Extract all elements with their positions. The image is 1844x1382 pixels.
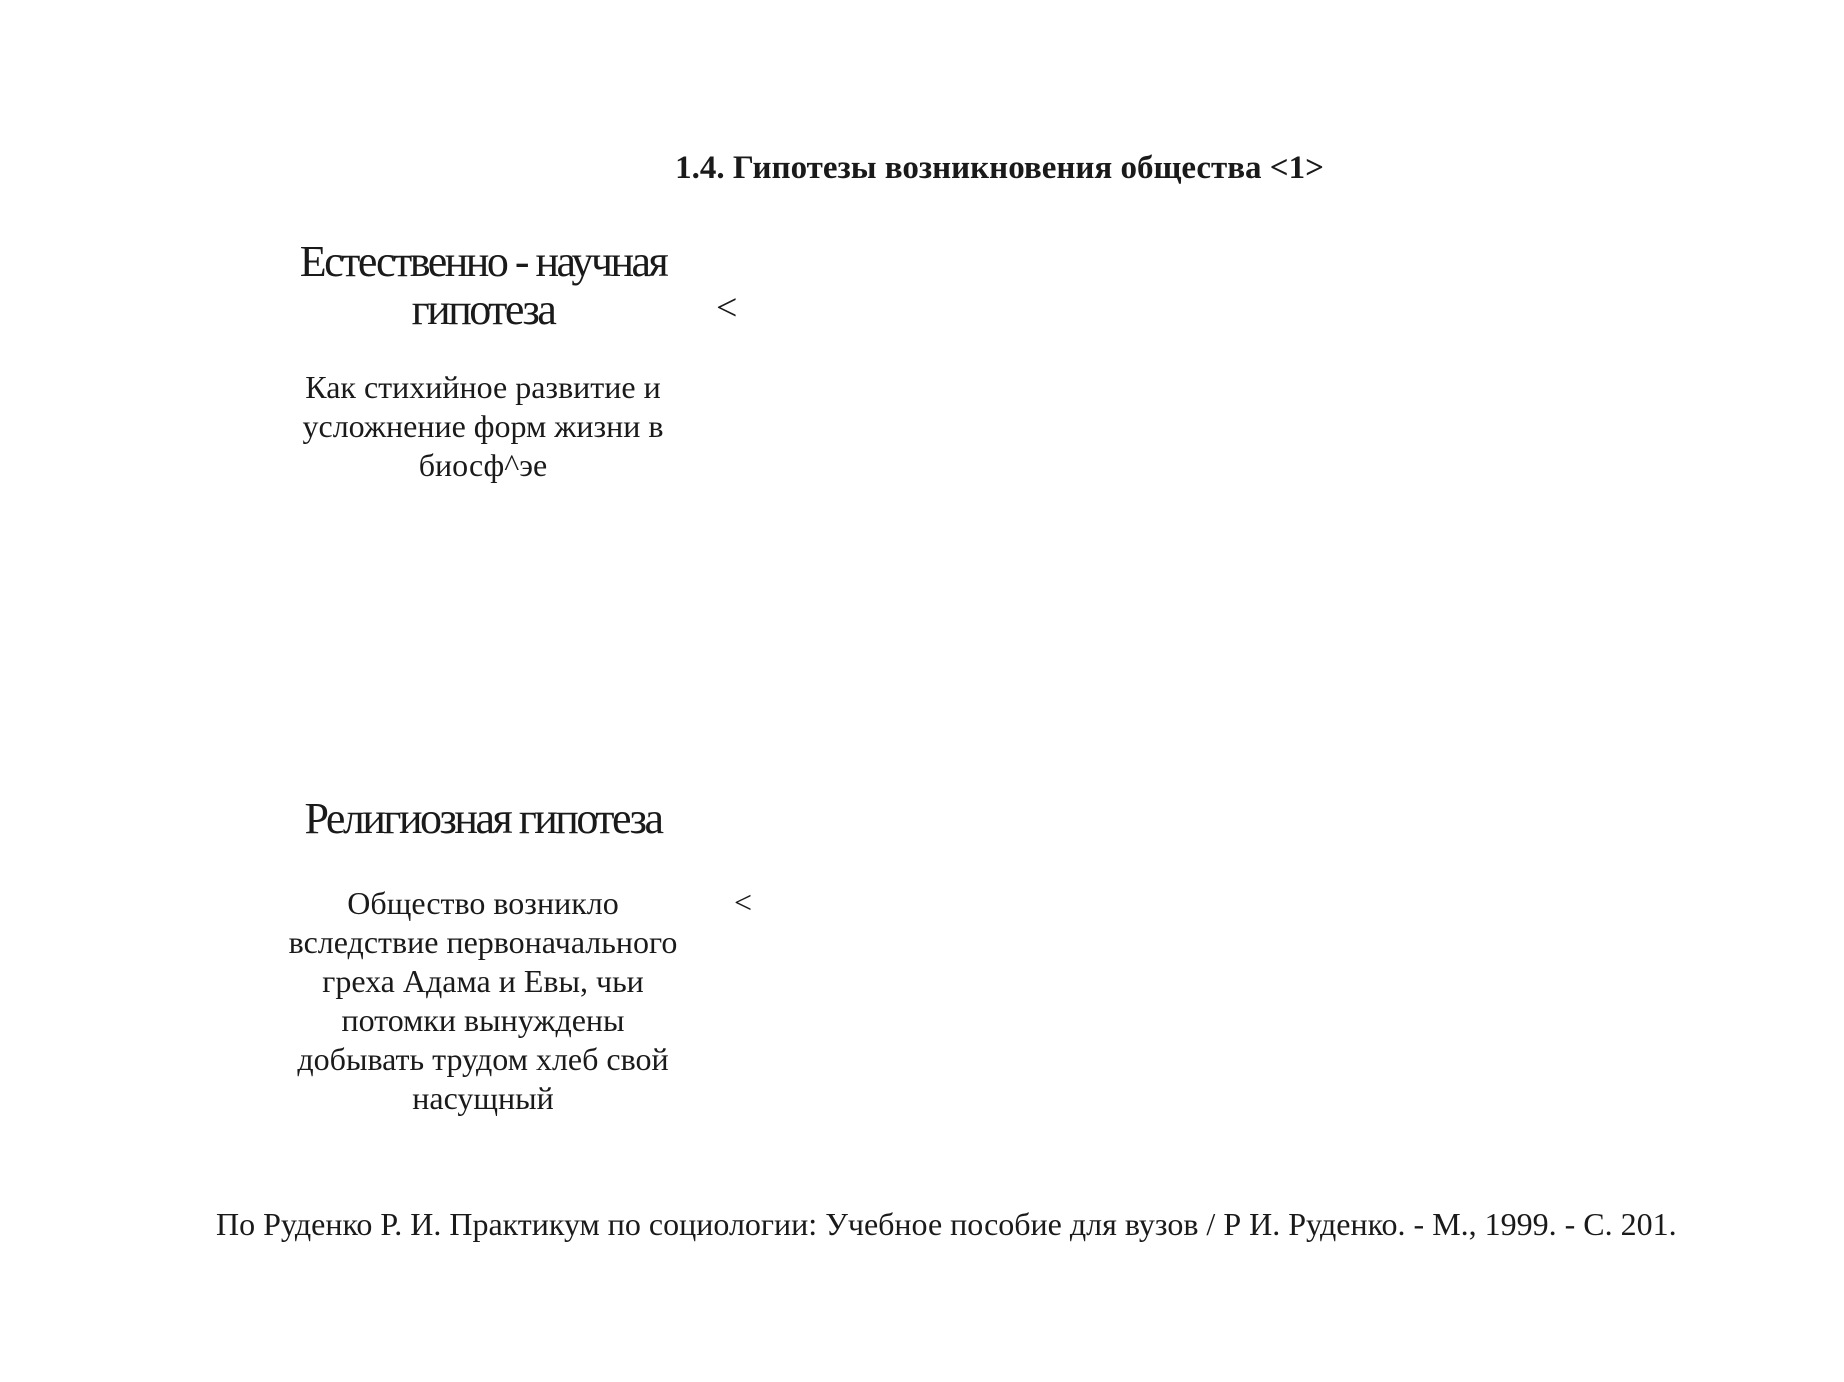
hypothesis-religious-heading bbox=[283, 795, 683, 843]
description-line: добывать трудом хлеб свой bbox=[297, 1041, 669, 1077]
description-line: биосф^эе bbox=[418, 447, 548, 483]
hypothesis-natural-heading-line: гипотеза bbox=[411, 285, 555, 334]
hypothesis-natural-marker: < bbox=[716, 287, 738, 329]
description-line: Как стихийное развитие и bbox=[305, 369, 661, 405]
description-line: вследствие первоначального bbox=[288, 924, 678, 960]
hypothesis-religious-marker: < bbox=[734, 884, 753, 920]
page-title: 1.4. Гипотезы возникновения общества <1> bbox=[675, 150, 1324, 186]
hypothesis-natural-heading-line: Естественно - научная bbox=[299, 237, 667, 286]
description-line: усложнение форм жизни в bbox=[302, 408, 664, 444]
hypothesis-natural-description bbox=[273, 368, 693, 485]
description-line: греха Адама и Евы, чьи bbox=[322, 963, 644, 999]
description-line: насущный bbox=[412, 1080, 554, 1116]
hypothesis-religious-heading-line: Религиозная гипотеза bbox=[304, 794, 662, 843]
description-line: Общество возникло bbox=[347, 885, 619, 921]
footnote-source: По Руденко Р. И. Практикум по социологии: Учебное пособие для вузов / Р И. Руденко. - М., 1999. - С. 201. bbox=[216, 1206, 1677, 1242]
description-line: потомки вынуждены bbox=[341, 1002, 625, 1038]
hypothesis-religious-description bbox=[263, 884, 703, 1118]
hypothesis-natural-heading bbox=[283, 238, 683, 334]
